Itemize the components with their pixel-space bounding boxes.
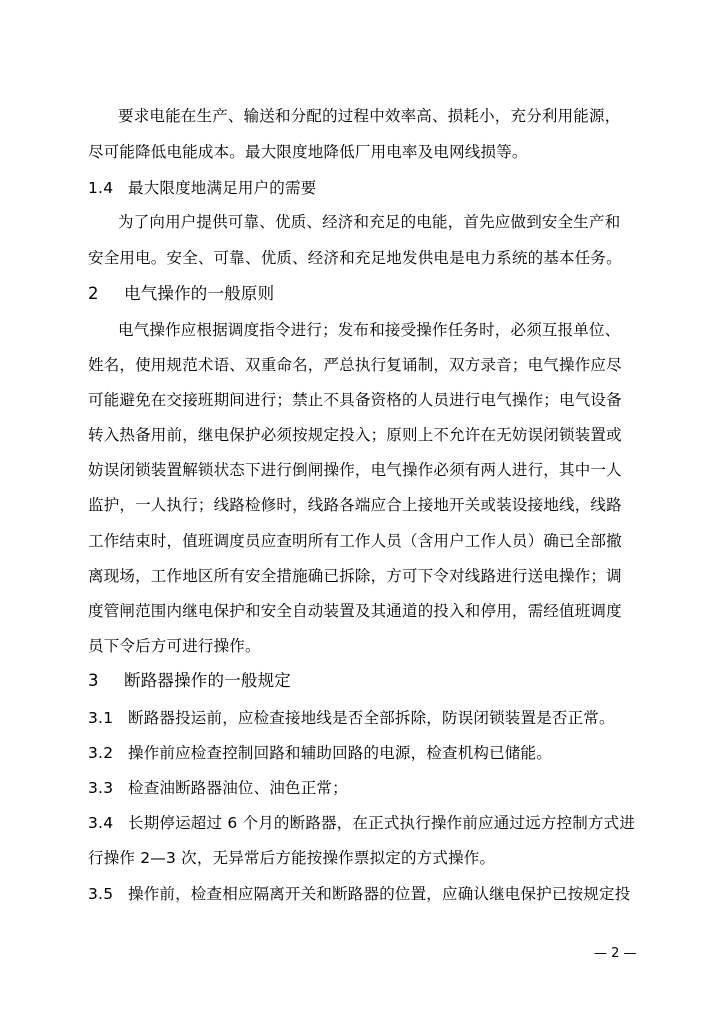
list-item-3-5 (88, 884, 630, 904)
item-text: 检查油断路器油位、油色正常； (128, 779, 348, 797)
section-number: 2 (88, 284, 99, 303)
paragraph-line: 转入热备用前，继电保护必须按规定投入；原则上不允许在无妨误闭锁装置或 (88, 426, 622, 444)
paragraph-line: 姓名，使用规范术语、双重命名，严总执行复诵制，双方录音；电气操作应尽 (88, 356, 622, 374)
section-number: 1.4 (88, 179, 114, 197)
page-number: — 2 — (594, 946, 637, 961)
section-title: 最大限度地满足用户的需要 (128, 179, 317, 197)
list-item-3-3 (88, 778, 348, 798)
paragraph-line: 离现场，工作地区所有安全措施确已拆除，方可下令对线路进行送电操作；调 (88, 567, 622, 585)
paragraph-line: 尽可能降低电能成本。最大限度地降低厂用电率及电网线损等。 (88, 143, 528, 161)
item-number: 3.1 (88, 709, 114, 727)
item-text: 断路器投运前，应检查接地线是否全部拆除，防误闭锁装置是否正常。 (128, 709, 615, 727)
item-number: 3.4 (88, 814, 114, 832)
item-text: 操作前，检查相应隔离开关和断路器的位置，应确认继电保护已按规定投 (128, 885, 631, 903)
paragraph-line: 为了向用户提供可靠、优质、经济和充足的电能，首先应做到安全生产和 (118, 213, 621, 231)
item-number: 3.5 (88, 885, 114, 903)
paragraph-line: 行操作 2—3 次，无异常后方能按操作票拟定的方式操作。 (88, 849, 496, 867)
item-text: 操作前应检查控制回路和辅助回路的电源，检查机构已储能。 (128, 744, 552, 762)
paragraph-line: 工作结束时，值班调度员应查明所有工作人员（含用户工作人员）确已全部撤 (88, 532, 622, 550)
section-heading-2 (88, 284, 274, 304)
paragraph-line: 可能避免在交接班期间进行；禁止不具备资格的人员进行电气操作；电气设备 (88, 391, 622, 409)
paragraph-line: 监护，一人执行；线路检修时，线路各端应合上接地开关或装设接地线，线路 (88, 496, 622, 514)
paragraph-line: 安全用电。安全、可靠、优质、经济和充足地发供电是电力系统的基本任务。 (88, 249, 622, 267)
item-number: 3.3 (88, 779, 114, 797)
section-heading-1-4 (88, 178, 316, 198)
paragraph-line: 度管闸范围内继电保护和安全自动装置及其通道的投入和停用，需经值班调度 (88, 602, 622, 620)
paragraph-line: 妨误闭锁装置解锁状态下进行倒闸操作，电气操作必须有两人进行，其中一人 (88, 461, 622, 479)
list-item-3-1 (88, 708, 615, 728)
list-item-3-2 (88, 743, 552, 763)
section-number: 3 (88, 671, 99, 690)
paragraph-line: 电气操作应根据调度指令进行；发布和接受操作任务时，必须互报单位、 (118, 321, 621, 339)
list-item-3-4 (88, 813, 635, 833)
item-text: 长期停运超过 6 个月的断路器，在正式执行操作前应通过远方控制方式进 (128, 814, 636, 832)
section-title: 断路器操作的一般规定 (124, 671, 291, 690)
paragraph-line: 要求电能在生产、输送和分配的过程中效率高、损耗小，充分利用能源， (118, 107, 621, 125)
item-number: 3.2 (88, 744, 114, 762)
section-title: 电气操作的一般原则 (124, 284, 275, 303)
paragraph-line: 员下令后方可进行操作。 (88, 637, 261, 655)
section-heading-3 (88, 671, 291, 691)
